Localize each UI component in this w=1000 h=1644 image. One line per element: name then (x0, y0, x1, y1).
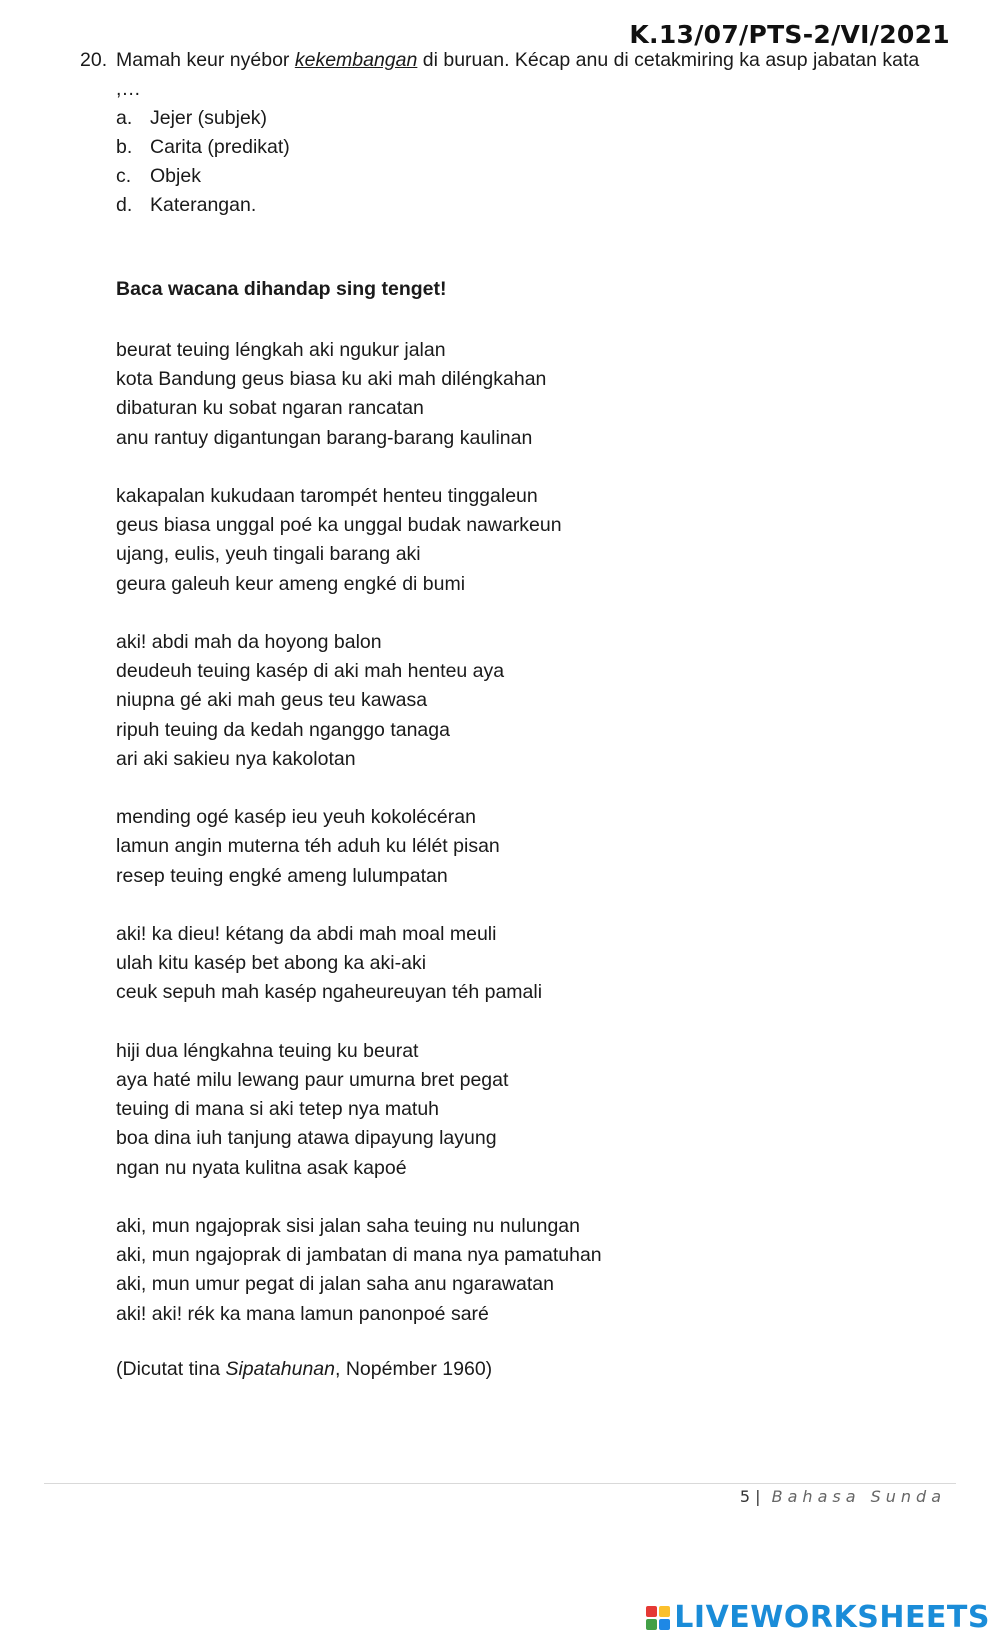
poem-line: aki! ka dieu! kétang da abdi mah moal meuli (116, 923, 497, 945)
poem-line: ulah kitu kasép bet abong ka aki-aki (116, 952, 427, 975)
poem-line: kakapalan kukudaan tarompét henteu tinggaleun (116, 485, 538, 507)
reading-instruction: Baca wacana dihandap sing tenget! (116, 278, 447, 300)
page-number: 5 (739, 1487, 751, 1506)
option-letter: c. (116, 165, 132, 187)
source-prefix: (Dicutat tina (116, 1358, 226, 1380)
poem-line: beurat teuing léngkah aki ngukur jalan (116, 339, 446, 361)
logo-square (659, 1606, 670, 1617)
poem-line: kota Bandung geus biasa ku aki mah diléngkahan (116, 368, 547, 391)
option-d[interactable] (116, 191, 940, 220)
poem-line: boa dina iuh tanjung atawa dipayung layung (116, 1127, 497, 1150)
option-c[interactable] (116, 162, 940, 191)
source-suffix: , Nopémber 1960) (335, 1358, 493, 1380)
option-text: Objek (150, 165, 201, 187)
poem-line: niupna gé aki mah geus teu kawasa (116, 689, 428, 712)
option-letter: d. (116, 194, 133, 216)
liveworksheets-logo-icon (646, 1606, 670, 1630)
poem-line: ujang, eulis, yeuh tingali barang aki (116, 543, 421, 566)
poem-line: ripuh teuing da kedah nganggo tanaga (116, 718, 450, 741)
stem-before: Mamah keur nyébor (116, 49, 295, 71)
question-continuation: ,… (116, 78, 141, 100)
poem-line: teuing di mana si aki tetep nya matuh (116, 1098, 440, 1121)
question-number: 20. (80, 49, 108, 71)
footer-separator: | (755, 1487, 761, 1506)
option-text: Carita (predikat) (150, 136, 290, 158)
liveworksheets-watermark (646, 1600, 990, 1635)
footer-subject: Bahasa Sunda (771, 1487, 946, 1506)
option-a[interactable] (116, 104, 940, 133)
poem-line: ari aki sakieu nya kakolotan (116, 747, 356, 770)
logo-square (659, 1619, 670, 1630)
question-keyword: kekembangan (294, 49, 418, 71)
poem-stanza (116, 628, 836, 774)
poem-line: aki, mun ngajoprak sisi jalan saha teuing nu nulungan (116, 1215, 580, 1237)
watermark-text: LIVEWORKSHEETS (674, 1600, 990, 1635)
poem-line: geura galeuh keur ameng engké di bumi (116, 572, 466, 595)
poem-stanza (116, 1212, 836, 1329)
question-20 (80, 46, 940, 220)
footer-divider (44, 1483, 956, 1484)
poem-stanza (116, 920, 836, 1008)
poem-line: aki, mun ngajoprak di jambatan di mana nya pamatuhan (116, 1244, 602, 1267)
stem-after: di buruan. Kécap anu di cetakmiring ka asup jabatan kata (417, 49, 920, 71)
poem-line: mending ogé kasép ieu yeuh kokolécéran (116, 806, 476, 829)
document-code: K.13/07/PTS-2/VI/2021 (629, 20, 950, 49)
poem-line: aki, mun umur pegat di jalan saha anu ngarawatan (116, 1273, 554, 1296)
logo-square (646, 1606, 657, 1617)
option-letter: b. (116, 136, 133, 158)
poem-line: deudeuh teuing kasép di aki mah henteu aya (116, 660, 505, 683)
poem-line: hiji dua léngkahna teuing ku beurat (116, 1039, 419, 1062)
poem-line: aya haté milu lewang paur umurna bret pegat (116, 1069, 509, 1091)
poem-stanza (116, 336, 836, 453)
option-letter: a. (116, 107, 133, 129)
answer-options (80, 104, 940, 220)
option-text: Jejer (subjek) (150, 107, 268, 129)
poem-line: anu rantuy digantungan barang-barang kaulinan (116, 426, 533, 449)
option-text: Katerangan. (150, 194, 257, 216)
question-stem (116, 46, 940, 75)
source-publication: Sipatahunan (225, 1358, 335, 1380)
poem-line: ceuk sepuh mah kasép ngaheureuyan téh pamali (116, 981, 543, 1004)
page-footer (740, 1487, 946, 1506)
poem-stanza (116, 1037, 836, 1183)
question-stem-line (80, 46, 940, 75)
poem-line: ngan nu nyata kulitna asak kapoé (116, 1156, 407, 1179)
poem-line: aki! aki! rék ka mana lamun panonpoé saré (116, 1302, 489, 1325)
poem-source (116, 1358, 492, 1381)
poem-line: lamun angin muterna téh aduh ku lélét pisan (116, 835, 500, 858)
logo-square (646, 1619, 657, 1630)
poem-line: geus biasa unggal poé ka unggal budak nawarkeun (116, 514, 562, 537)
option-b[interactable] (116, 133, 940, 162)
poem (116, 336, 836, 1358)
poem-line: resep teuing engké ameng lulumpatan (116, 864, 448, 887)
poem-stanza (116, 803, 836, 891)
poem-stanza (116, 482, 836, 599)
poem-line: aki! abdi mah da hoyong balon (116, 631, 382, 653)
poem-line: dibaturan ku sobat ngaran rancatan (116, 397, 424, 420)
